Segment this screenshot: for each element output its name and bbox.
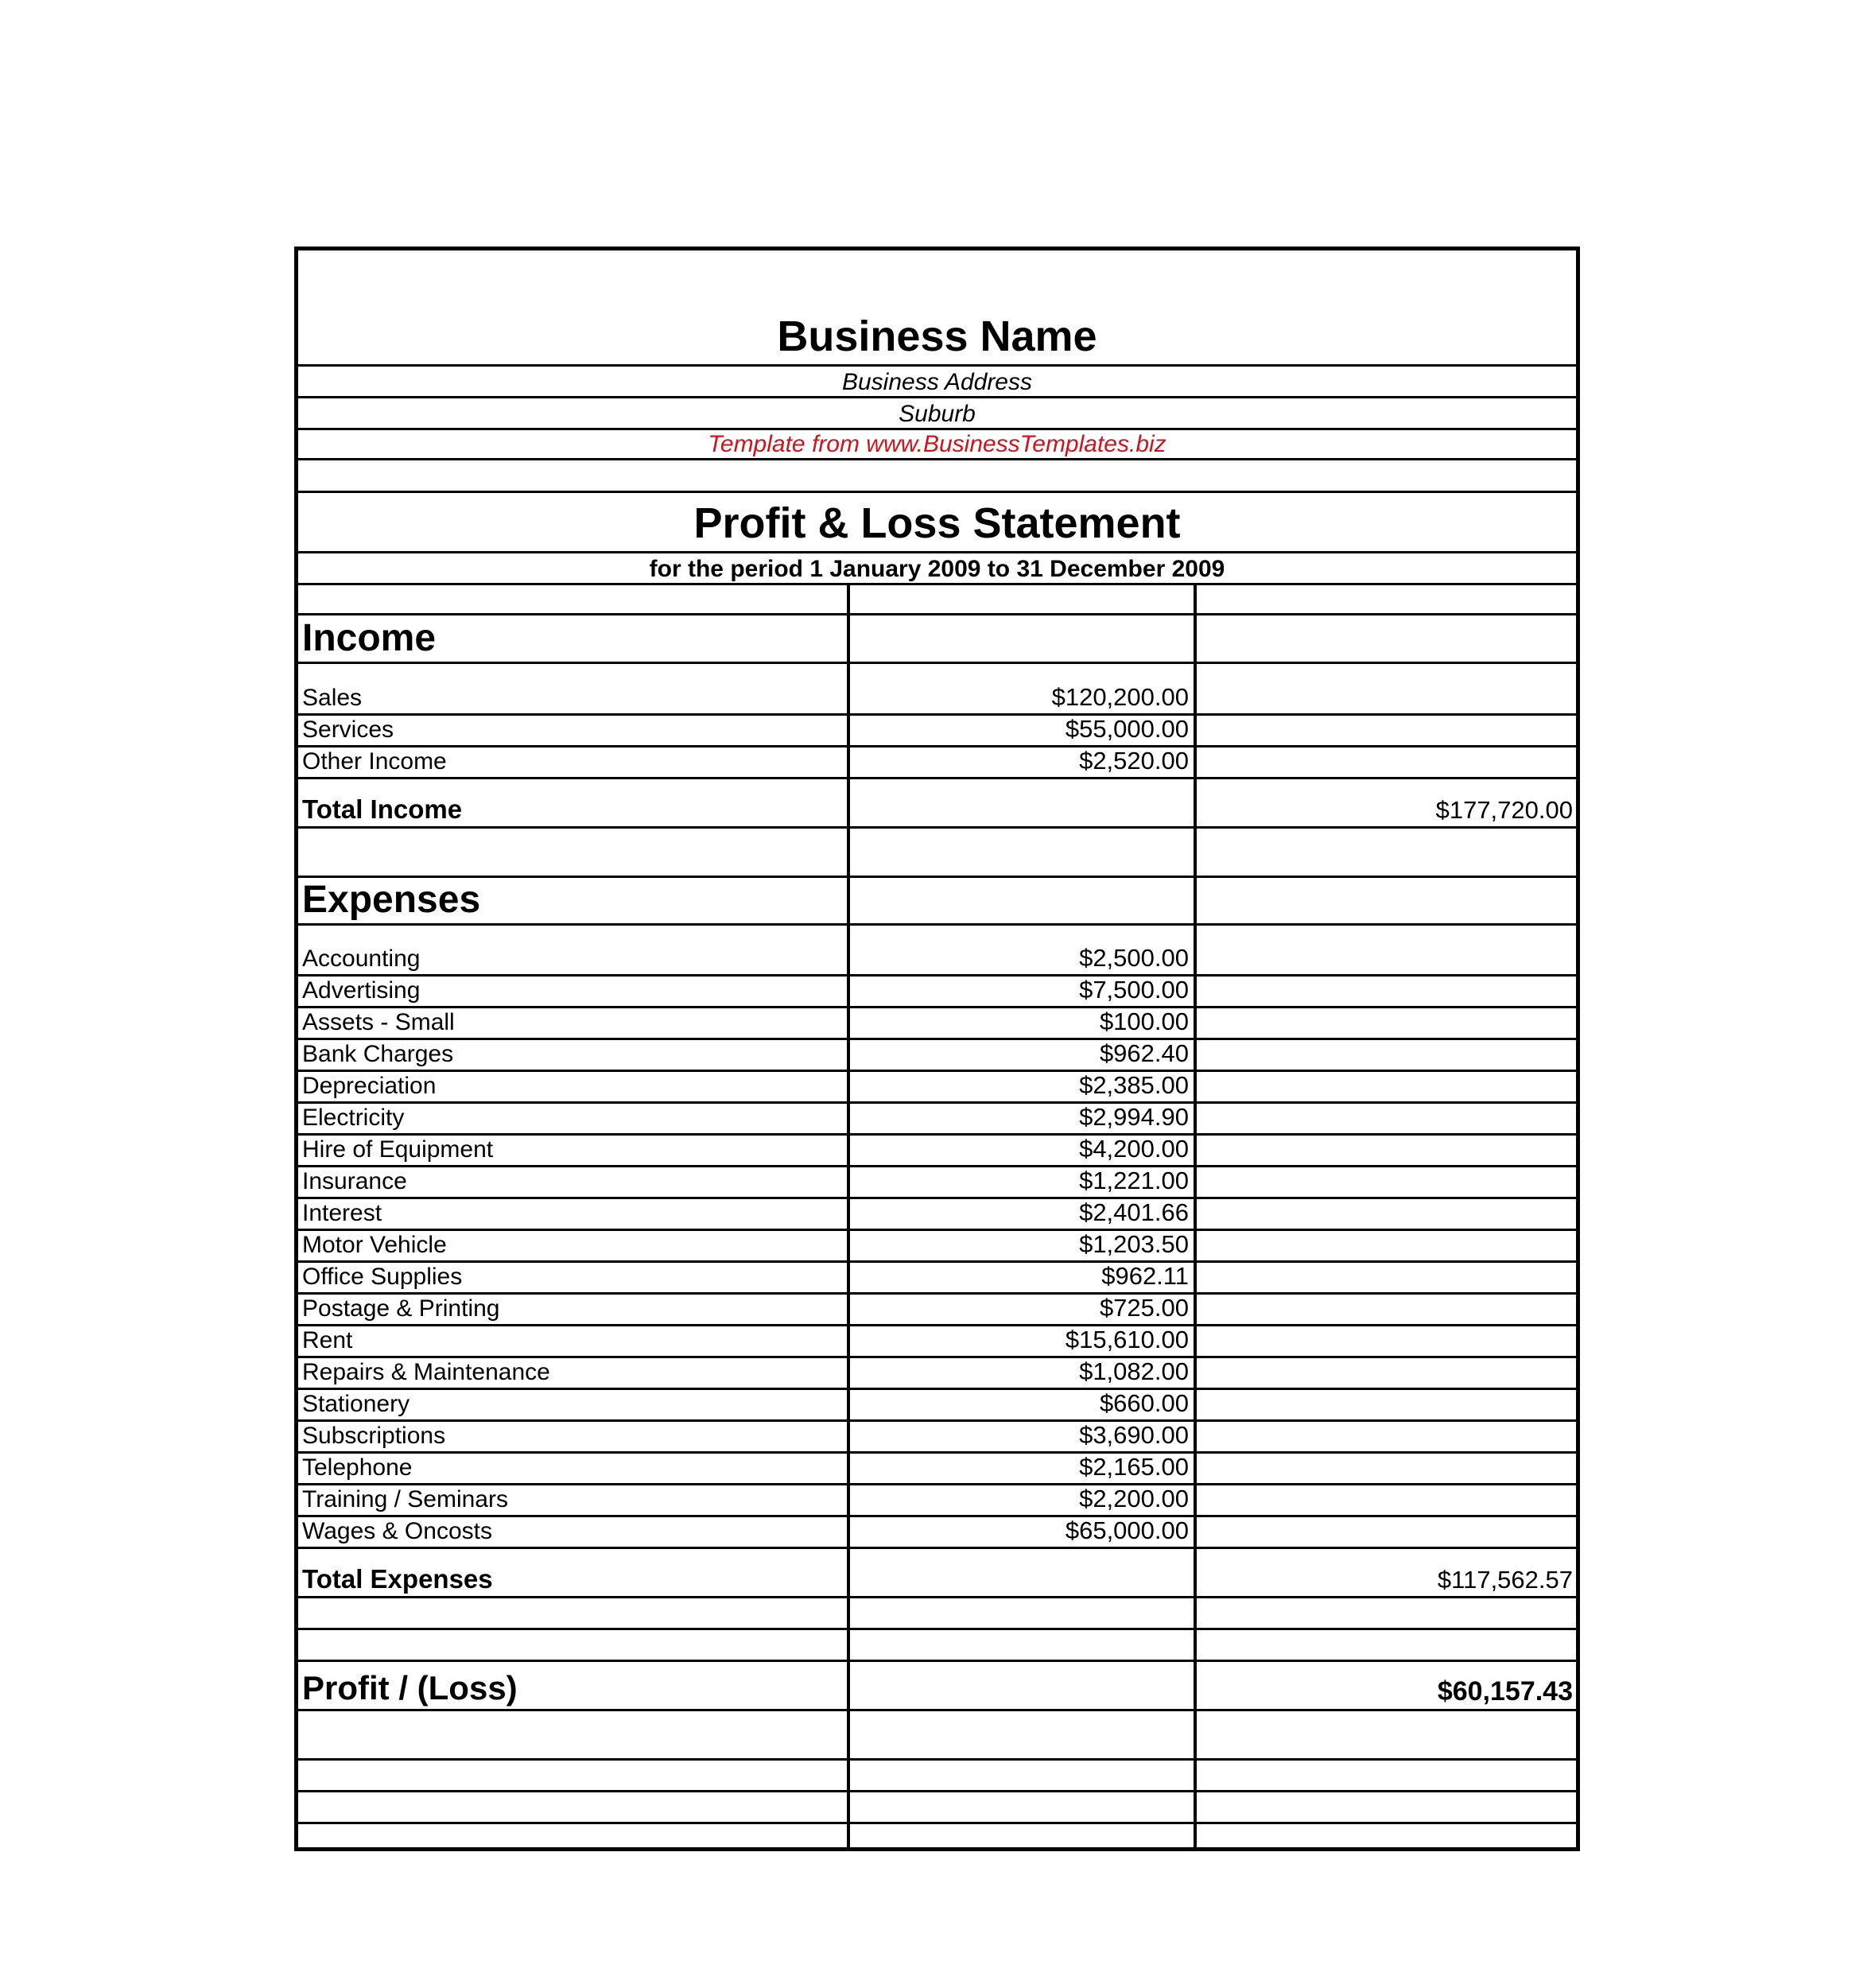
expenses-item-label: Office Supplies <box>302 1264 463 1290</box>
total-income-label: Total Income <box>302 794 463 824</box>
expenses-item-amount: $725.00 <box>1099 1295 1189 1322</box>
expenses-item-amount: $1,203.50 <box>1079 1231 1189 1258</box>
table-row <box>298 1136 1576 1167</box>
table-row <box>298 1295 1576 1326</box>
expenses-item-amount: $2,401.66 <box>1079 1199 1189 1226</box>
blank-row <box>298 1711 1576 1761</box>
expenses-item-label: Assets - Small <box>302 1009 455 1035</box>
statement-period: for the period 1 January 2009 to 31 December 2009 <box>649 556 1225 582</box>
blank-row <box>298 460 1576 493</box>
income-item-amount: $2,520.00 <box>1079 747 1189 775</box>
expenses-item-label: Subscriptions <box>302 1423 446 1449</box>
table-row <box>298 1358 1576 1390</box>
blank-row <box>298 1761 1576 1792</box>
table-row <box>298 977 1576 1008</box>
expenses-item-amount: $3,690.00 <box>1079 1422 1189 1449</box>
business-name: Business Name <box>777 313 1097 360</box>
blank-row <box>298 1630 1576 1662</box>
expenses-item-label: Rent <box>302 1327 353 1353</box>
template-credit-link[interactable]: Template from www.BusinessTemplates.biz <box>708 431 1166 457</box>
expenses-item-label: Insurance <box>302 1168 407 1194</box>
suburb-row <box>298 398 1576 430</box>
income-heading-row <box>298 615 1576 664</box>
expenses-heading-row <box>298 878 1576 926</box>
suburb: Suburb <box>899 401 976 427</box>
expenses-item-label: Motor Vehicle <box>302 1232 447 1258</box>
blank-row <box>298 1824 1576 1851</box>
template-credit-row <box>298 430 1576 460</box>
statement-title-row <box>298 493 1576 553</box>
table-row <box>298 1008 1576 1040</box>
blank-row <box>298 1792 1576 1824</box>
expenses-item-amount: $4,200.00 <box>1079 1136 1189 1163</box>
expenses-item-label: Stationery <box>302 1391 410 1417</box>
expenses-item-label: Accounting <box>302 945 421 972</box>
expenses-item-amount: $660.00 <box>1099 1390 1189 1417</box>
table-row <box>298 747 1576 779</box>
expenses-item-amount: $962.40 <box>1099 1040 1189 1067</box>
expenses-item-label: Repairs & Maintenance <box>302 1359 550 1385</box>
expenses-item-label: Depreciation <box>302 1073 437 1099</box>
expenses-item-label: Electricity <box>302 1105 405 1131</box>
expenses-item-amount: $100.00 <box>1099 1008 1189 1035</box>
income-item-label: Services <box>302 716 394 743</box>
total-income-row <box>298 779 1576 829</box>
table-row <box>298 1199 1576 1231</box>
profit-amount: $60,157.43 <box>1437 1676 1573 1706</box>
expenses-item-label: Postage & Printing <box>302 1295 500 1322</box>
expenses-item-label: Hire of Equipment <box>302 1136 494 1163</box>
income-item-label: Sales <box>302 685 363 711</box>
expenses-item-amount: $2,994.90 <box>1079 1104 1189 1131</box>
business-name-row <box>298 250 1576 367</box>
income-item-amount: $120,200.00 <box>1051 683 1189 711</box>
blank-row <box>298 585 1576 615</box>
income-heading: Income <box>302 617 437 659</box>
expenses-item-label: Wages & Oncosts <box>302 1518 492 1544</box>
profit-loss-sheet <box>294 247 1580 1851</box>
expenses-item-label: Training / Seminars <box>302 1486 508 1512</box>
business-address-row <box>298 367 1576 398</box>
income-item-label: Other Income <box>302 748 447 775</box>
expenses-heading: Expenses <box>302 879 481 921</box>
expenses-item-amount: $2,200.00 <box>1079 1485 1189 1512</box>
expenses-item-label: Bank Charges <box>302 1041 454 1067</box>
table-row <box>298 1263 1576 1295</box>
blank-row <box>298 829 1576 878</box>
total-expenses-row <box>298 1549 1576 1598</box>
total-expenses-amount: $117,562.57 <box>1437 1566 1573 1594</box>
expenses-item-amount: $2,500.00 <box>1079 944 1189 972</box>
table-row <box>298 1231 1576 1263</box>
profit-row <box>298 1662 1576 1711</box>
table-row <box>298 1326 1576 1358</box>
statement-title: Profit & Loss Statement <box>693 499 1181 547</box>
table-row <box>298 1422 1576 1454</box>
period-row <box>298 553 1576 585</box>
total-expenses-label: Total Expenses <box>302 1564 493 1594</box>
table-row <box>298 1517 1576 1549</box>
table-row <box>298 1167 1576 1199</box>
table-row <box>298 1072 1576 1104</box>
expenses-item-amount: $2,165.00 <box>1079 1454 1189 1481</box>
table-row <box>298 1485 1576 1517</box>
business-address: Business Address <box>841 369 1032 395</box>
expenses-item-label: Telephone <box>302 1454 413 1481</box>
expenses-item-label: Interest <box>302 1200 382 1226</box>
expenses-item-amount: $1,221.00 <box>1079 1167 1189 1194</box>
expenses-item-amount: $962.11 <box>1101 1263 1189 1290</box>
profit-label: Profit / (Loss) <box>302 1669 518 1706</box>
table-row <box>298 664 1576 716</box>
expenses-item-amount: $15,610.00 <box>1065 1326 1189 1353</box>
table-row <box>298 926 1576 977</box>
table-row <box>298 716 1576 747</box>
expenses-item-amount: $65,000.00 <box>1065 1517 1189 1544</box>
table-row <box>298 1390 1576 1422</box>
expenses-item-label: Advertising <box>302 977 421 1004</box>
expenses-item-amount: $7,500.00 <box>1079 977 1189 1004</box>
expenses-item-amount: $1,082.00 <box>1079 1358 1189 1385</box>
table-row <box>298 1040 1576 1072</box>
expenses-item-amount: $2,385.00 <box>1079 1072 1189 1099</box>
blank-row <box>298 1598 1576 1630</box>
table-row <box>298 1104 1576 1136</box>
income-item-amount: $55,000.00 <box>1065 716 1189 743</box>
total-income-amount: $177,720.00 <box>1435 796 1573 824</box>
table-row <box>298 1454 1576 1485</box>
